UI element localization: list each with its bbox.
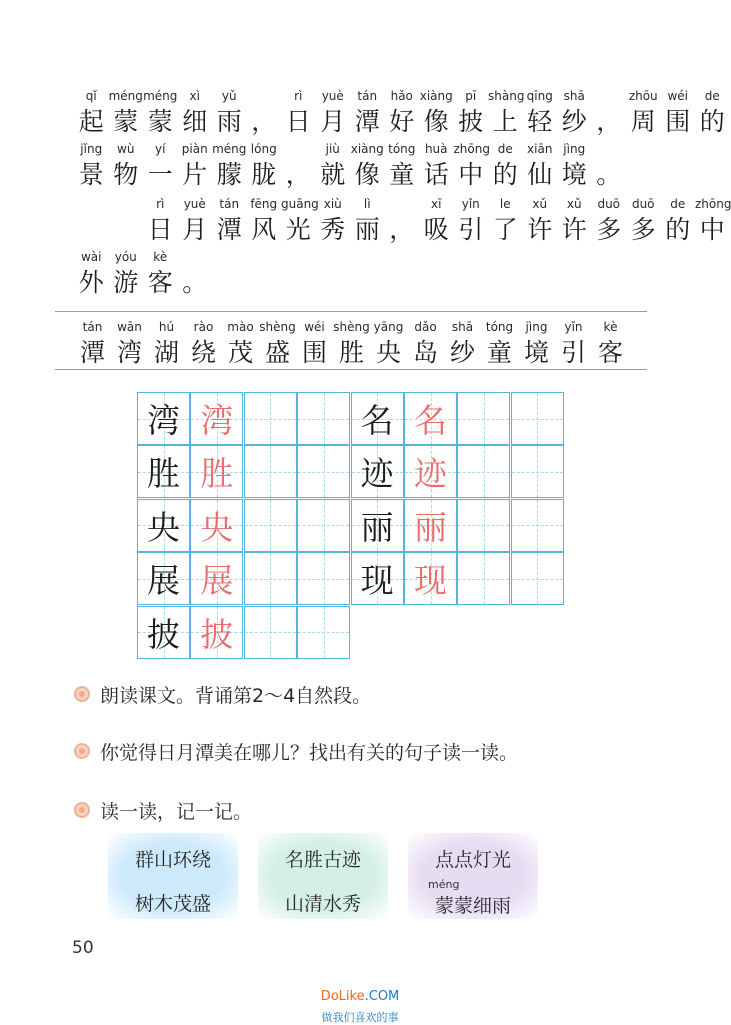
vocab-unit xyxy=(259,320,296,384)
text-unit xyxy=(695,89,730,153)
pinyin: fēng xyxy=(250,197,278,211)
phrase-box-2 xyxy=(258,833,388,919)
pinyin: xǔ xyxy=(566,197,582,211)
pinyin: qǐ xyxy=(85,89,97,103)
writing-cell xyxy=(297,552,350,605)
trace-character: 丽 xyxy=(414,507,447,547)
writing-cell xyxy=(190,499,243,552)
pinyin: jìng xyxy=(525,320,548,334)
pinyin: yāng xyxy=(373,320,404,334)
writing-cell xyxy=(351,552,404,605)
hanzi: 围 xyxy=(665,107,691,136)
pinyin: zhōng xyxy=(453,142,490,156)
hanzi: 潭 xyxy=(79,338,105,367)
vocab-line xyxy=(74,320,634,384)
pinyin: yí xyxy=(155,142,166,156)
pinyin: tán xyxy=(357,89,378,103)
model-character: 胜 xyxy=(147,454,180,494)
pinyin: yóu xyxy=(114,250,137,264)
writing-cell xyxy=(351,499,404,552)
pinyin: wéi xyxy=(304,320,325,334)
writing-cell xyxy=(511,392,564,445)
pinyin: shàng xyxy=(488,89,525,103)
phrase-top: 群山环绕 xyxy=(134,849,211,871)
writing-cell xyxy=(244,606,297,659)
hanzi: 吸 xyxy=(423,215,449,244)
hanzi: 中 xyxy=(458,160,484,189)
pinyin: duō xyxy=(631,197,655,211)
writing-cell xyxy=(511,499,564,552)
hanzi: 外 xyxy=(78,268,104,297)
hanzi: 的 xyxy=(665,215,691,244)
pinyin: zhōng xyxy=(695,197,731,211)
pinyin: rì xyxy=(294,89,303,103)
vocab-unit xyxy=(74,320,111,384)
model-character: 名 xyxy=(360,401,394,440)
hanzi: 丽 xyxy=(354,215,380,244)
pinyin: hǎo xyxy=(390,89,413,103)
hanzi: 纱 xyxy=(449,338,475,367)
pinyin: rì xyxy=(156,197,165,211)
exercise-1 xyxy=(74,679,371,709)
watermark-slogan: 做我们喜欢的事 xyxy=(321,1011,399,1024)
pinyin: yǐn xyxy=(564,320,583,334)
trace-character: 央 xyxy=(200,507,234,547)
vocab-unit xyxy=(185,320,222,384)
vocab-unit xyxy=(111,320,148,384)
writing-cell xyxy=(457,392,510,445)
text-unit xyxy=(695,197,730,261)
phrase-bottom: 蒙蒙细雨 xyxy=(434,895,511,917)
hanzi: 胜 xyxy=(338,338,364,367)
pinyin: yuè xyxy=(183,197,206,211)
hanzi: 湾 xyxy=(116,338,142,367)
vocab-unit xyxy=(592,320,629,384)
writing-cell xyxy=(404,392,457,445)
hanzi: 多 xyxy=(630,215,656,244)
pinyin: jǐng xyxy=(80,142,103,156)
hanzi: 岛 xyxy=(412,338,438,367)
pinyin: xì xyxy=(189,89,200,103)
hanzi: 了 xyxy=(492,215,518,244)
watermark-brand-b: .COM xyxy=(364,989,400,1004)
hanzi: 轻 xyxy=(527,107,553,136)
writing-cell xyxy=(511,445,564,498)
phrase-bottom: 山清水秀 xyxy=(284,893,361,915)
pinyin: xiān xyxy=(527,142,553,156)
page-number: 50 xyxy=(72,938,94,958)
exercise-bullet-icon xyxy=(74,686,90,702)
trace-character: 胜 xyxy=(200,454,234,494)
hanzi: 童 xyxy=(389,160,415,189)
hanzi: 话 xyxy=(423,160,449,189)
pinyin: jiù xyxy=(325,142,340,156)
text-unit xyxy=(109,250,144,314)
hanzi: 绕 xyxy=(190,338,216,367)
pinyin: tán xyxy=(219,197,240,211)
writing-cell xyxy=(351,392,404,445)
writing-cell xyxy=(190,552,243,605)
trace-character: 湾 xyxy=(200,401,234,440)
writing-cell xyxy=(297,606,350,659)
hanzi: 童 xyxy=(486,338,512,367)
writing-cell xyxy=(244,392,297,445)
writing-cell xyxy=(190,606,243,659)
writing-cell xyxy=(404,552,457,605)
pinyin: shā xyxy=(563,89,585,103)
hanzi: 许 xyxy=(561,215,587,244)
pinyin: shèng xyxy=(333,320,370,334)
vocab-unit xyxy=(296,320,333,384)
pinyin: méng xyxy=(212,142,247,156)
text-unit xyxy=(661,89,696,153)
hanzi: 客 xyxy=(597,338,623,367)
hanzi: 一 xyxy=(147,160,173,189)
pinyin: zhōu xyxy=(628,89,658,103)
hanzi: 湖 xyxy=(153,338,179,367)
writing-cell xyxy=(297,392,350,445)
hanzi: 物 xyxy=(113,160,139,189)
pinyin: de xyxy=(704,89,720,103)
text-unit xyxy=(74,250,109,314)
pinyin: piàn xyxy=(181,142,208,156)
watermark-brand xyxy=(0,989,720,1004)
phrase-top: 名胜古迹 xyxy=(284,849,361,871)
hanzi: 许 xyxy=(527,215,553,244)
pinyin: méng xyxy=(143,89,178,103)
writing-grid xyxy=(137,392,567,660)
hanzi: ， xyxy=(596,107,622,136)
phrase-top: 点点灯光 xyxy=(434,849,511,871)
hanzi: 好 xyxy=(389,107,415,136)
hanzi: 游 xyxy=(113,268,139,297)
pinyin: wān xyxy=(117,320,142,334)
pinyin: yǔ xyxy=(221,89,237,103)
hanzi: 细 xyxy=(182,107,208,136)
writing-cell xyxy=(297,445,350,498)
hanzi: 围 xyxy=(301,338,327,367)
pinyin: jìng xyxy=(563,142,586,156)
writing-cell xyxy=(137,606,190,659)
trace-character: 披 xyxy=(200,614,234,654)
writing-cell xyxy=(297,499,350,552)
vocab-top-rule xyxy=(55,311,647,312)
hanzi: 景 xyxy=(78,160,104,189)
pinyin: hú xyxy=(158,320,175,334)
writing-cell xyxy=(244,499,297,552)
phrase-pinyin: méng xyxy=(428,878,460,891)
writing-cell xyxy=(457,499,510,552)
writing-cell xyxy=(137,445,190,498)
text-unit xyxy=(178,250,213,314)
phrase-bottom: 树木茂盛 xyxy=(134,893,211,915)
pinyin: le xyxy=(499,197,511,211)
pinyin: xī xyxy=(431,197,442,211)
hanzi: 就 xyxy=(320,160,346,189)
writing-cell xyxy=(351,445,404,498)
text-line-4 xyxy=(74,250,634,314)
pinyin: kè xyxy=(603,320,618,334)
hanzi: 风 xyxy=(251,215,277,244)
pinyin: shèng xyxy=(259,320,296,334)
hanzi: 片 xyxy=(182,160,208,189)
exercise-text: 朗读课文。背诵第2～4自然段。 xyxy=(100,684,372,707)
pinyin: yǐn xyxy=(461,197,480,211)
pinyin: rào xyxy=(193,320,214,334)
hanzi: 境 xyxy=(523,338,549,367)
writing-cell xyxy=(404,499,457,552)
pinyin: de xyxy=(497,142,513,156)
writing-cell xyxy=(190,445,243,498)
hanzi: 的 xyxy=(699,107,725,136)
hanzi: 中 xyxy=(699,215,725,244)
pinyin: de xyxy=(670,197,686,211)
pinyin: wù xyxy=(117,142,135,156)
hanzi: 上 xyxy=(492,107,518,136)
phrase-box-3 xyxy=(408,833,538,919)
pinyin: méng xyxy=(108,89,143,103)
hanzi: 境 xyxy=(561,160,587,189)
pinyin: guāng xyxy=(281,197,319,211)
model-character: 央 xyxy=(147,507,180,547)
writing-cell xyxy=(404,445,457,498)
hanzi: 光 xyxy=(285,215,311,244)
vocab-unit xyxy=(444,320,481,384)
writing-cell xyxy=(137,499,190,552)
vocab-unit xyxy=(518,320,555,384)
hanzi: 潭 xyxy=(216,215,242,244)
model-character: 丽 xyxy=(360,507,394,547)
vocab-unit xyxy=(222,320,259,384)
exercise-text: 你觉得日月潭美在哪儿？找出有关的句子读一读。 xyxy=(100,741,519,764)
model-character: 现 xyxy=(360,561,394,601)
vocab-unit xyxy=(333,320,370,384)
pinyin: wài xyxy=(80,250,102,264)
hanzi: 引 xyxy=(560,338,586,367)
model-character: 迹 xyxy=(360,454,394,494)
pinyin: xiù xyxy=(323,197,342,211)
hanzi: 秀 xyxy=(320,215,346,244)
text-unit xyxy=(661,197,696,261)
vocab-unit xyxy=(370,320,407,384)
hanzi: ， xyxy=(251,107,277,136)
pinyin: yuè xyxy=(321,89,344,103)
pinyin: xǔ xyxy=(532,197,548,211)
exercise-text: 读一读，记一记。 xyxy=(100,800,253,823)
trace-character: 迹 xyxy=(414,454,447,494)
pinyin: wéi xyxy=(667,89,689,103)
hanzi: 仙 xyxy=(527,160,553,189)
pinyin: dǎo xyxy=(414,320,437,334)
model-character: 展 xyxy=(147,561,180,601)
hanzi: 央 xyxy=(375,338,401,367)
writing-cell xyxy=(190,392,243,445)
vocab-unit xyxy=(555,320,592,384)
hanzi: 潭 xyxy=(354,107,380,136)
hanzi: 多 xyxy=(596,215,622,244)
hanzi: 蒙 xyxy=(113,107,139,136)
model-character: 湾 xyxy=(147,401,180,440)
pinyin: huà xyxy=(424,142,448,156)
exercise-3 xyxy=(74,795,252,825)
writing-cell xyxy=(457,445,510,498)
hanzi: 像 xyxy=(354,160,380,189)
model-character: 披 xyxy=(147,614,180,654)
hanzi: 日 xyxy=(147,215,173,244)
hanzi: 纱 xyxy=(561,107,587,136)
writing-cell xyxy=(511,552,564,605)
watermark-brand-a: DoLike xyxy=(320,989,365,1004)
hanzi: 月 xyxy=(182,215,208,244)
hanzi: 盛 xyxy=(264,338,290,367)
hanzi: 的 xyxy=(492,160,518,189)
hanzi: 朦 xyxy=(216,160,242,189)
vocab-unit xyxy=(481,320,518,384)
trace-character: 展 xyxy=(200,561,234,601)
hanzi: 日 xyxy=(285,107,311,136)
exercise-bullet-icon xyxy=(74,743,90,759)
trace-character: 现 xyxy=(414,561,447,601)
pinyin: lóng xyxy=(250,142,277,156)
trace-character: 名 xyxy=(414,401,447,440)
phrase-box-1 xyxy=(108,833,238,919)
hanzi: 像 xyxy=(423,107,449,136)
pinyin: duō xyxy=(597,197,621,211)
pinyin: lì xyxy=(363,197,371,211)
hanzi: 引 xyxy=(458,215,484,244)
writing-cell xyxy=(137,552,190,605)
hanzi: 。 xyxy=(182,268,208,297)
hanzi: 胧 xyxy=(251,160,277,189)
pinyin: pī xyxy=(465,89,477,103)
hanzi: 蒙 xyxy=(147,107,173,136)
hanzi: 客 xyxy=(147,268,173,297)
hanzi: 。 xyxy=(596,160,622,189)
pinyin: kè xyxy=(153,250,168,264)
hanzi: 茂 xyxy=(227,338,253,367)
pinyin: xiàng xyxy=(419,89,453,103)
hanzi: 雨 xyxy=(216,107,242,136)
pinyin: mào xyxy=(227,320,254,334)
writing-cell xyxy=(137,392,190,445)
writing-cell xyxy=(244,445,297,498)
hanzi: 披 xyxy=(458,107,484,136)
vocab-bottom-rule xyxy=(55,369,647,370)
hanzi: 月 xyxy=(320,107,346,136)
pinyin: xiàng xyxy=(350,142,384,156)
vocab-unit xyxy=(407,320,444,384)
exercise-2 xyxy=(74,736,518,766)
pinyin: tóng xyxy=(485,320,514,334)
writing-cell xyxy=(457,552,510,605)
writing-cell xyxy=(244,552,297,605)
pinyin: qīng xyxy=(526,89,553,103)
hanzi: ， xyxy=(389,215,415,244)
vocab-unit xyxy=(148,320,185,384)
hanzi: 起 xyxy=(78,107,104,136)
pinyin: tóng xyxy=(388,142,416,156)
pinyin: tán xyxy=(82,320,103,334)
pinyin: shā xyxy=(451,320,474,334)
hanzi: ， xyxy=(285,160,311,189)
text-unit xyxy=(143,250,178,314)
hanzi: 周 xyxy=(630,107,656,136)
exercise-bullet-icon xyxy=(74,802,90,818)
